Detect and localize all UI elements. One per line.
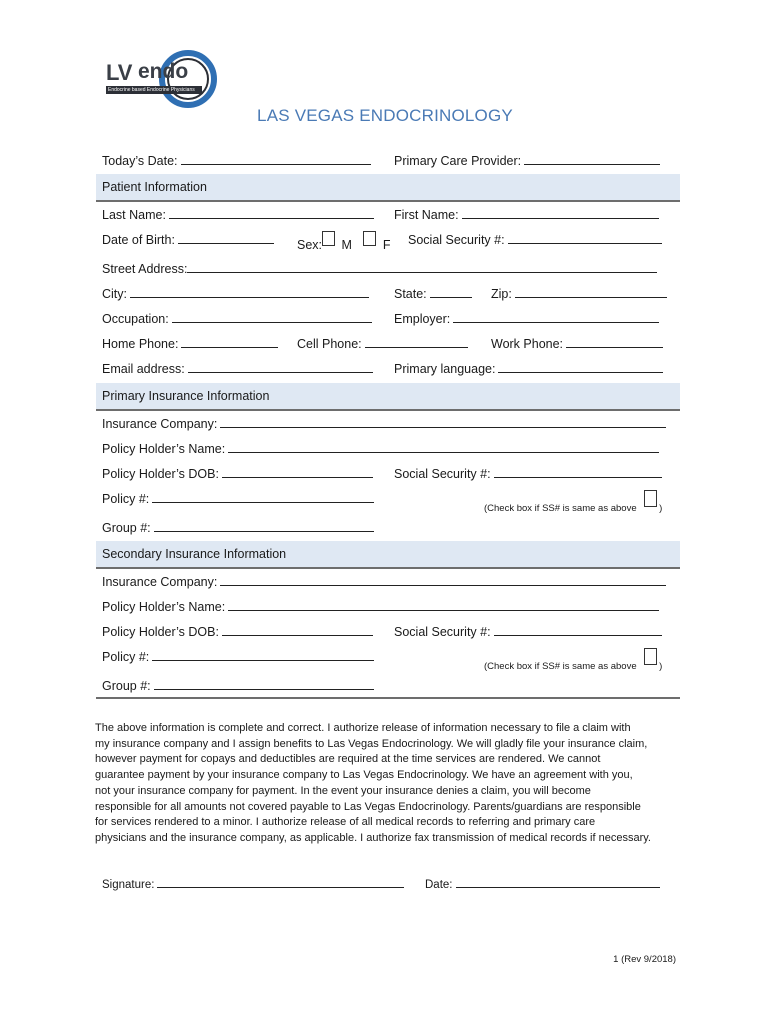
primary-policy-field[interactable]: [152, 491, 374, 503]
primary-ssn-row: [394, 466, 662, 481]
ssn-row: [408, 232, 662, 247]
primary-holder-dob-field[interactable]: [222, 466, 373, 478]
page-footer: 1 (Rev 9/2018): [613, 954, 676, 965]
secondary-ssn-label: Social Security #:: [394, 625, 491, 639]
home-phone-row: [102, 336, 278, 351]
secondary-holder-dob-row: [102, 624, 373, 639]
todays-date-row: [102, 153, 371, 168]
authorization-line: responsible for all amounts not covered payable to Las Vegas Endocrinology. Parents/guardians are responsible: [95, 800, 641, 813]
logo-lv: LV: [106, 60, 133, 85]
sex-f-checkbox[interactable]: [363, 231, 376, 246]
work-phone-row: [491, 336, 663, 351]
secondary-group-label: Group #:: [102, 679, 151, 693]
sex-m-checkbox[interactable]: [322, 231, 335, 246]
primary-same-ssn-note: (Check box if SS# is same as above: [484, 503, 637, 514]
todays-date-label: Today’s Date:: [102, 154, 178, 168]
section-divider: [96, 697, 680, 699]
last-name-label: Last Name:: [102, 208, 166, 222]
dob-row: [102, 232, 274, 247]
city-label: City:: [102, 287, 127, 301]
primary-company-row: [102, 416, 666, 431]
primary-holder-name-label: Policy Holder’s Name:: [102, 442, 226, 456]
employer-row: [394, 311, 659, 326]
authorization-line: for services rendered to a minor. I authorize release of all medical records to referring and primary care: [95, 816, 596, 829]
employer-label: Employer:: [394, 312, 451, 326]
primary-same-ssn-row: [484, 490, 663, 514]
dob-field[interactable]: [178, 232, 274, 244]
work-phone-label: Work Phone:: [491, 337, 564, 351]
signature-label: Signature:: [102, 879, 155, 891]
secondary-same-ssn-checkbox[interactable]: [644, 648, 657, 665]
email-field[interactable]: [188, 361, 373, 373]
primary-group-row: [102, 520, 374, 535]
home-phone-label: Home Phone:: [102, 337, 179, 351]
street-row: [102, 261, 657, 276]
secondary-company-field[interactable]: [220, 574, 666, 586]
secondary-holder-dob-field[interactable]: [222, 624, 373, 636]
cell-phone-row: [297, 336, 468, 351]
first-name-label: First Name:: [394, 208, 459, 222]
page-title: LAS VEGAS ENDOCRINOLOGY: [257, 106, 513, 125]
zip-row: [491, 286, 667, 301]
last-name-row: [102, 207, 374, 222]
date-field[interactable]: [456, 876, 660, 888]
ssn-label: Social Security #:: [408, 233, 505, 247]
primary-care-label: Primary Care Provider:: [394, 154, 522, 168]
sex-label: Sex:: [297, 238, 323, 252]
cell-phone-field[interactable]: [365, 336, 468, 348]
todays-date-field[interactable]: [181, 153, 371, 165]
signature-row: [102, 876, 404, 891]
secondary-policy-row: [102, 649, 374, 664]
city-field[interactable]: [130, 286, 369, 298]
secondary-group-row: [102, 678, 374, 693]
employer-field[interactable]: [453, 311, 659, 323]
patient-info-header: [96, 174, 680, 202]
primary-ssn-field[interactable]: [494, 466, 662, 478]
authorization-line: The above information is complete and correct. I authorize release of information necessary to file a claim with: [95, 722, 631, 734]
email-label: Email address:: [102, 362, 185, 376]
primary-policy-row: [102, 491, 374, 506]
sex-f-label: F: [382, 238, 391, 252]
secondary-group-field[interactable]: [154, 678, 374, 690]
street-field[interactable]: [187, 261, 657, 273]
secondary-company-row: [102, 574, 666, 589]
primary-ssn-label: Social Security #:: [394, 467, 491, 481]
secondary-ssn-row: [394, 624, 662, 639]
occupation-label: Occupation:: [102, 312, 169, 326]
primary-group-field[interactable]: [154, 520, 374, 532]
authorization-line: not your insurance company for payment. In the event your insurance denies a claim, you will become: [95, 784, 591, 797]
occupation-field[interactable]: [172, 311, 372, 323]
cell-phone-label: Cell Phone:: [297, 337, 362, 351]
home-phone-field[interactable]: [181, 336, 278, 348]
secondary-ssn-field[interactable]: [494, 624, 662, 636]
secondary-company-label: Insurance Company:: [102, 575, 218, 589]
logo: [104, 50, 219, 112]
primary-holder-name-field[interactable]: [228, 441, 659, 453]
authorization-line: physicians and the insurance company, as applicable. I authorize fax transmission of medical records if necessary.: [95, 831, 651, 844]
zip-label: Zip:: [491, 287, 512, 301]
primary-insurance-header: [96, 383, 680, 411]
logo-endo: endo: [138, 60, 189, 83]
state-field[interactable]: [430, 286, 472, 298]
occupation-row: [102, 311, 372, 326]
primary-care-field[interactable]: [524, 153, 660, 165]
secondary-insurance-title: Secondary Insurance Information: [102, 547, 287, 561]
primary-insurance-title: Primary Insurance Information: [102, 389, 270, 403]
secondary-insurance-header: [96, 541, 680, 569]
secondary-holder-name-field[interactable]: [228, 599, 659, 611]
date-label: Date:: [425, 879, 453, 891]
first-name-field[interactable]: [462, 207, 659, 219]
primary-company-field[interactable]: [220, 416, 666, 428]
primary-group-label: Group #:: [102, 521, 151, 535]
language-row: [394, 361, 663, 376]
first-name-row: [394, 207, 659, 222]
secondary-same-ssn-note: (Check box if SS# is same as above: [484, 661, 637, 672]
language-label: Primary language:: [394, 362, 496, 376]
secondary-holder-dob-label: Policy Holder’s DOB:: [102, 625, 219, 639]
secondary-same-ssn-close: ): [659, 661, 663, 672]
email-row: [102, 361, 373, 376]
date-row: [425, 876, 660, 891]
work-phone-field[interactable]: [566, 336, 663, 348]
language-field[interactable]: [498, 361, 663, 373]
signature-field[interactable]: [157, 876, 404, 888]
logo-tagline: Endocrine based Endocrine Physicians: [108, 87, 195, 93]
state-label: State:: [394, 287, 427, 301]
primary-same-ssn-close: ): [659, 503, 663, 514]
secondary-policy-label: Policy #:: [102, 650, 150, 664]
patient-info-title: Patient Information: [102, 180, 207, 194]
dob-label: Date of Birth:: [102, 233, 175, 247]
primary-policy-label: Policy #:: [102, 492, 150, 506]
street-label: Street Address:: [102, 262, 188, 276]
sex-row: [297, 231, 391, 252]
last-name-field[interactable]: [169, 207, 374, 219]
zip-field[interactable]: [515, 286, 667, 298]
authorization-text: [95, 721, 685, 847]
city-row: [102, 286, 369, 301]
authorization-line: guarantee payment by your insurance company to Las Vegas Endocrinology. We have an agreement with you,: [95, 769, 633, 782]
authorization-line: however payment for copays and deductibles are required at the time services are rendered. We cannot: [95, 753, 601, 766]
state-row: [394, 286, 472, 301]
sex-m-label: M: [341, 238, 352, 252]
primary-holder-name-row: [102, 441, 659, 456]
secondary-holder-name-label: Policy Holder’s Name:: [102, 600, 226, 614]
primary-holder-dob-label: Policy Holder’s DOB:: [102, 467, 219, 481]
secondary-holder-name-row: [102, 599, 659, 614]
primary-holder-dob-row: [102, 466, 373, 481]
secondary-same-ssn-row: [484, 648, 663, 672]
authorization-line: my insurance company and I assign benefits to Las Vegas Endocrinology. We will gladly file your insurance claim,: [95, 737, 648, 750]
primary-same-ssn-checkbox[interactable]: [644, 490, 657, 507]
primary-company-label: Insurance Company:: [102, 417, 218, 431]
secondary-policy-field[interactable]: [152, 649, 374, 661]
primary-care-row: [394, 153, 660, 168]
ssn-field[interactable]: [508, 232, 662, 244]
